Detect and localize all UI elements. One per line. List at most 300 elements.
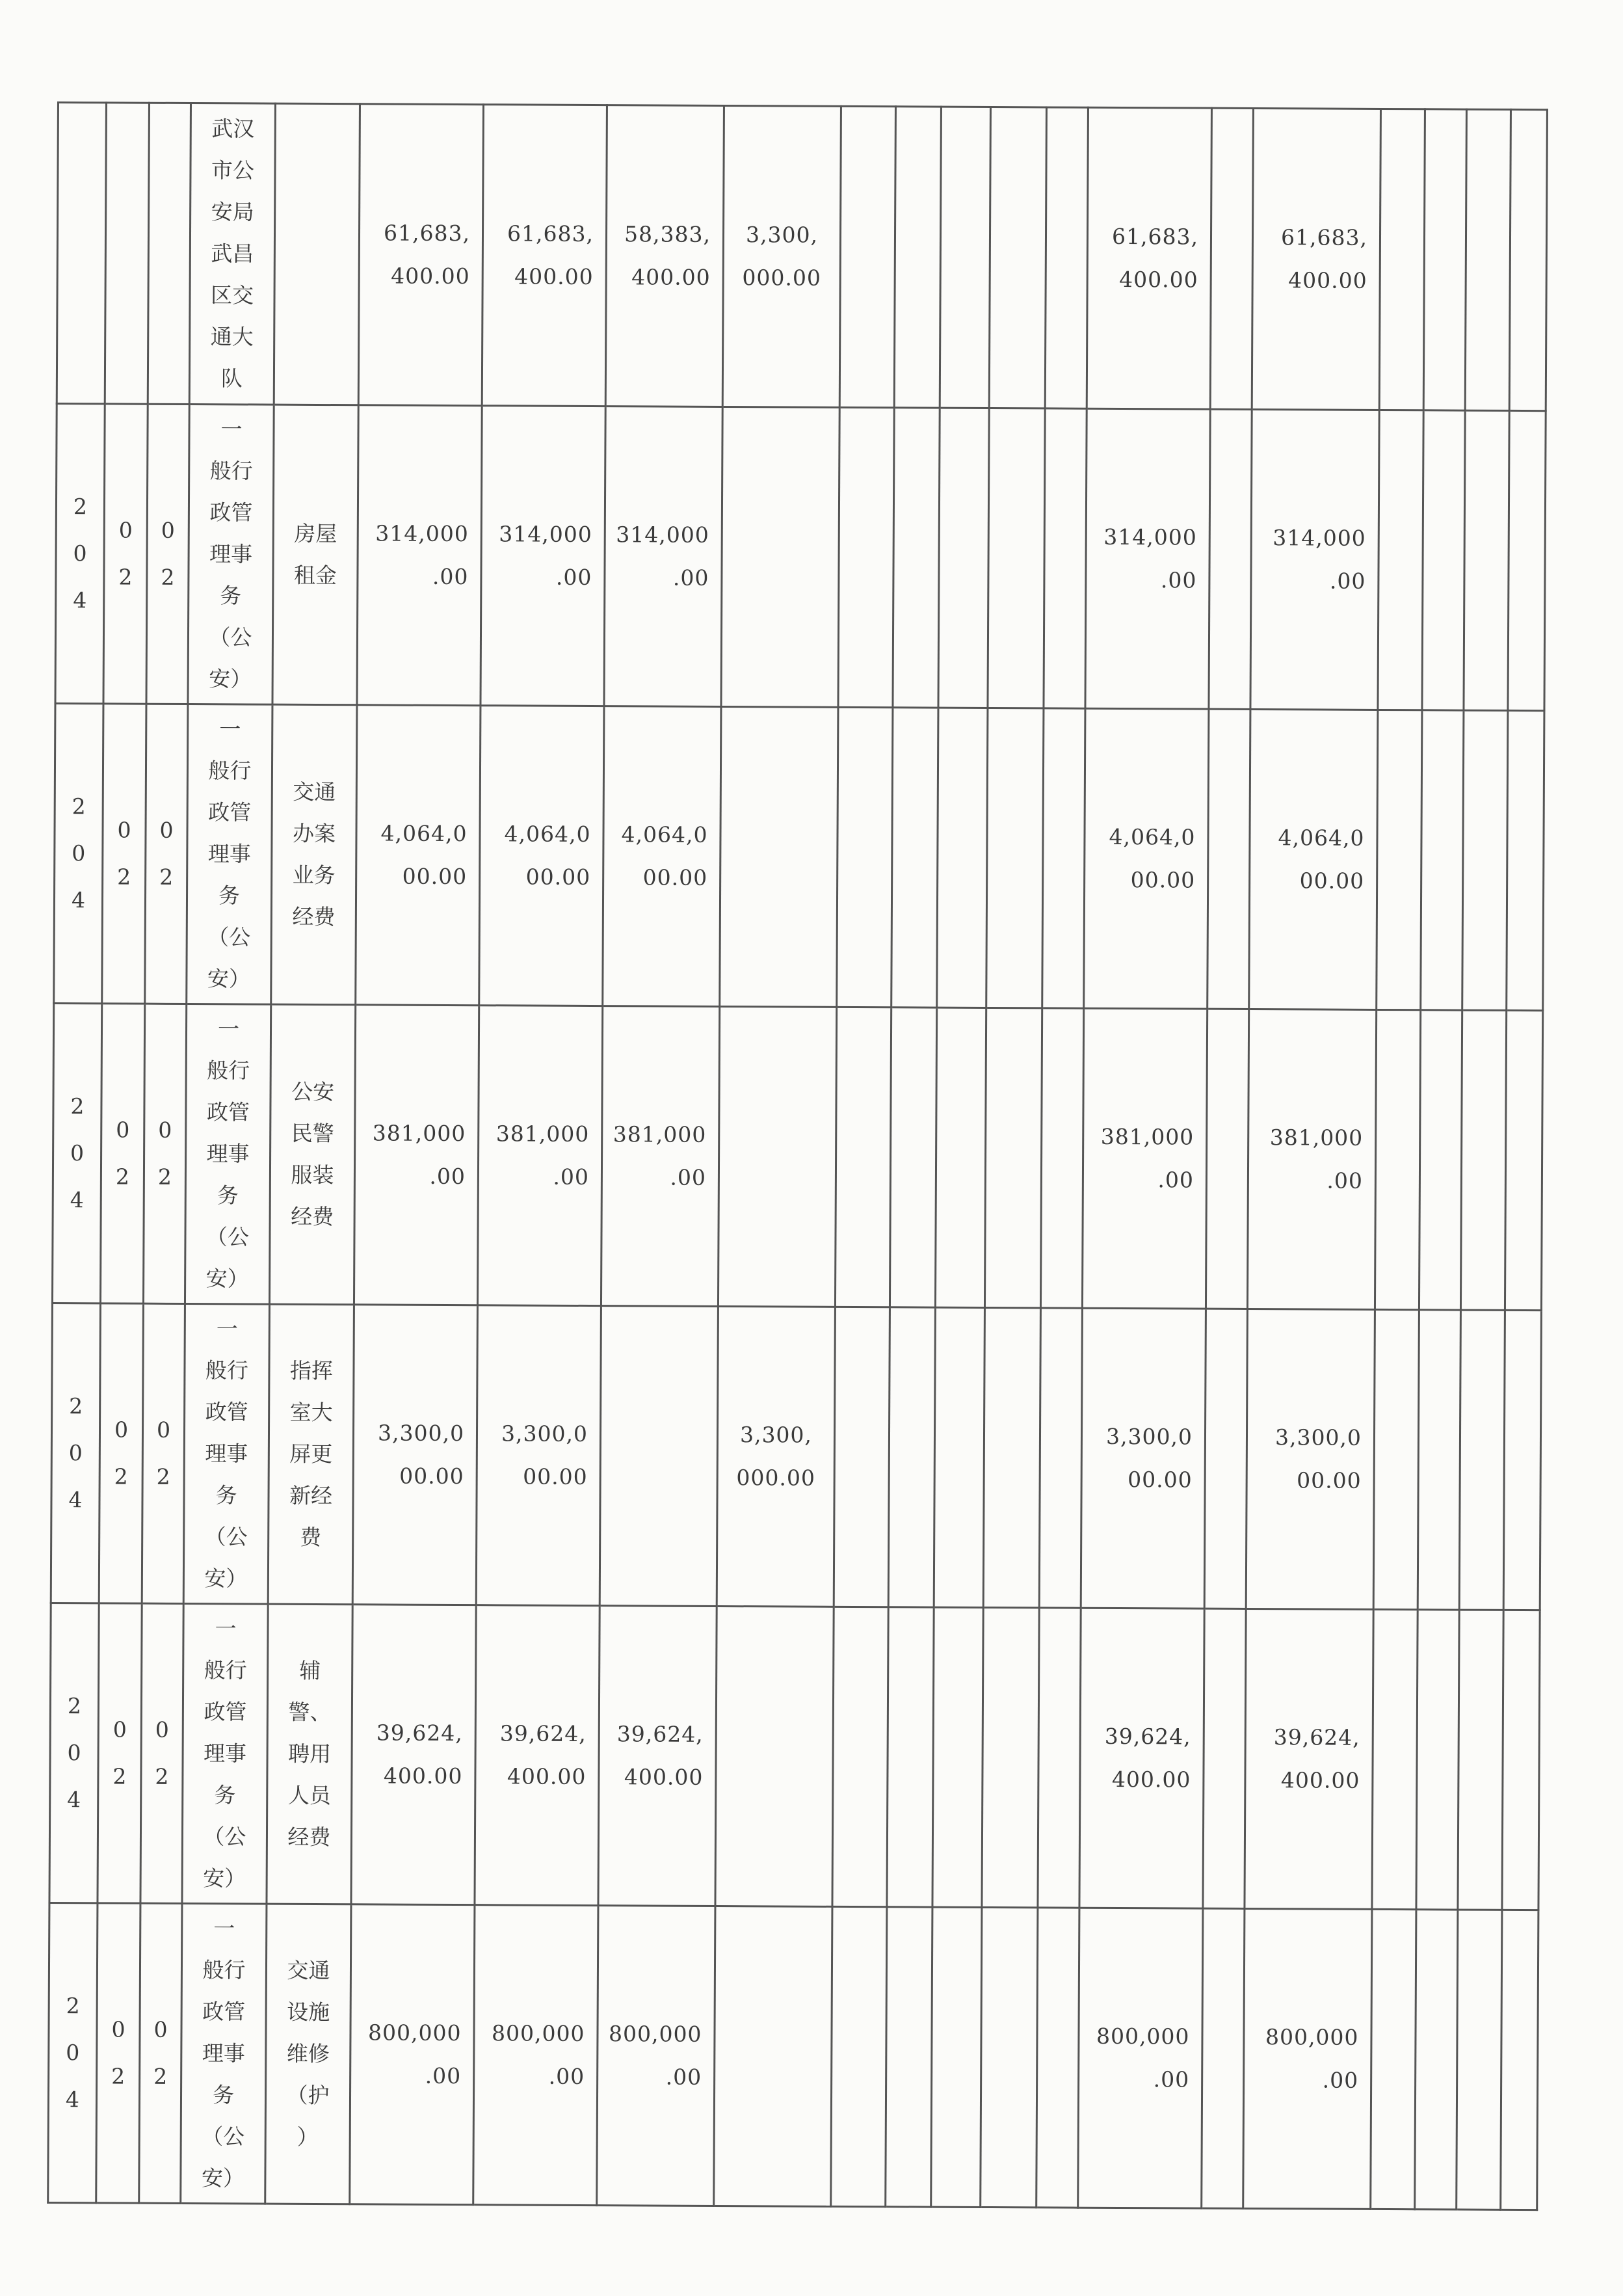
subtotal-amount-cell <box>477 1006 602 1306</box>
empty-cell <box>1421 710 1464 1010</box>
function-name-line: 务 <box>214 1782 236 1808</box>
amount-line: 00.00 <box>402 863 468 890</box>
class-code-cell: 2 0 4 <box>49 1603 99 1902</box>
amount-line: 3,300, <box>745 222 819 248</box>
empty-cell <box>1458 1610 1503 1910</box>
function-name-line: 理事 <box>203 1741 247 1767</box>
item-name-line: 公安 <box>291 1078 335 1105</box>
amount-line: 381,000 <box>1100 1123 1194 1150</box>
amount-line: 00.00 <box>1299 868 1365 894</box>
amount-line: 314,000 <box>1103 524 1197 550</box>
amount-line: 3,300,0 <box>1274 1424 1362 1450</box>
section-code-cell: 0 2 <box>103 404 148 704</box>
empty-cell <box>1040 1008 1083 1308</box>
amount-line: 400.00 <box>383 1763 463 1789</box>
function-name-line: 武昌 <box>211 241 254 267</box>
amount-line: .00 <box>429 1163 466 1190</box>
total-amount-cell <box>351 1605 476 1905</box>
general-budget-amount-cell <box>1087 107 1211 409</box>
function-name-line: 政管 <box>209 500 253 526</box>
general-budget-amount-cell <box>1078 1908 1203 2208</box>
function-name-line: 安） <box>209 666 252 692</box>
class-code-cell: 2 0 4 <box>51 1303 100 1603</box>
empty-cell <box>988 408 1045 708</box>
function-name-line: 安） <box>205 1266 249 1292</box>
item-code-cell: 0 2 <box>140 1603 183 1903</box>
general-budget-amount-cell <box>1081 1308 1206 1609</box>
class-code-cell: 2 0 4 <box>55 404 105 704</box>
function-name-line: 安） <box>204 1566 248 1592</box>
empty-cell <box>1509 109 1547 410</box>
empty-cell <box>1501 1910 1538 2209</box>
function-name-line: 通大 <box>210 324 254 350</box>
basic-expense-cell <box>601 1006 719 1307</box>
function-name-line: （公 <box>203 1824 246 1850</box>
table-row <box>57 103 1547 411</box>
amount-line: 400.00 <box>631 264 711 290</box>
function-name-line: 理事 <box>206 1141 250 1167</box>
amount-line: 400.00 <box>507 1763 587 1790</box>
general-budget-amount-cell <box>1079 1608 1204 1908</box>
function-name-line: 般行 <box>209 458 253 484</box>
empty-cell <box>1204 1309 1247 1609</box>
function-name-line: 一 <box>219 716 241 742</box>
fiscal-allocation-amount-cell <box>1249 709 1378 1009</box>
project-expense-cell <box>720 707 838 1008</box>
empty-cell <box>1202 1908 1245 2208</box>
basic-expense-cell <box>603 706 721 1007</box>
empty-cell <box>1508 410 1546 710</box>
item-name-cell <box>268 1304 354 1605</box>
item-name-line: 经费 <box>292 903 336 930</box>
amount-line: 39,624, <box>616 1721 704 1747</box>
table-row <box>55 404 1546 711</box>
amount-line: .00 <box>1160 567 1197 593</box>
amount-line: 00.00 <box>525 864 591 890</box>
item-name-line: （护 <box>286 2082 330 2109</box>
general-budget-amount-cell <box>1085 408 1210 709</box>
amount-line: 61,683, <box>507 220 594 247</box>
function-name-line: 政管 <box>206 1099 250 1125</box>
amount-line: 800,000 <box>608 2021 702 2047</box>
empty-cell <box>835 1007 891 1307</box>
function-name-line: 武汉 <box>211 116 255 142</box>
function-name-cell <box>183 1303 269 1604</box>
amount-line: 400.00 <box>1280 1767 1360 1793</box>
empty-cell <box>1418 1310 1460 1610</box>
budget-table <box>47 101 1548 2211</box>
item-name-line: 设施 <box>287 1999 330 2025</box>
amount-line: 314,000 <box>375 520 469 547</box>
subtotal-amount-cell <box>479 706 604 1006</box>
empty-cell <box>1416 1610 1459 1910</box>
table-row <box>52 1003 1542 1310</box>
function-name-line: 安） <box>207 966 251 992</box>
amount-line: 3,300,0 <box>1105 1423 1193 1450</box>
function-name-line: 理事 <box>209 541 253 567</box>
item-name-line: 交通 <box>287 1957 330 1984</box>
empty-cell <box>1036 1908 1079 2208</box>
item-name-cell <box>271 704 357 1005</box>
amount-line: 00.00 <box>1128 1467 1193 1493</box>
amount-line: 3,300,0 <box>377 1420 465 1447</box>
empty-cell <box>832 1607 888 1906</box>
amount-line <box>717 1756 832 1757</box>
item-name-line: 交通 <box>293 779 336 805</box>
empty-cell <box>1459 1310 1505 1610</box>
item-name-line: 新经 <box>289 1482 333 1509</box>
item-name-line: 业务 <box>292 862 336 888</box>
section-code-cell: 0 2 <box>102 704 146 1004</box>
empty-cell <box>1210 108 1253 409</box>
amount-line: 400.00 <box>624 1764 704 1790</box>
item-code-cell: 0 2 <box>142 1303 185 1603</box>
empty-cell <box>1423 109 1466 410</box>
function-name-line: （公 <box>204 1524 248 1550</box>
amount-line: 800,000 <box>491 2020 585 2047</box>
amount-line: .00 <box>670 1164 707 1190</box>
function-name-line: 安） <box>201 2165 244 2191</box>
basic-expense-cell <box>598 1606 717 1906</box>
empty-cell <box>1373 1309 1419 1609</box>
empty-cell <box>838 407 894 707</box>
function-name-line: 一 <box>217 1016 240 1042</box>
amount-line: 314,000 <box>1273 525 1366 551</box>
amount-line: 314,000 <box>616 522 709 548</box>
amount-line: 61,683, <box>1111 223 1199 250</box>
empty-cell <box>1505 1010 1542 1310</box>
empty-cell <box>837 707 893 1007</box>
section-code-cell: 0 2 <box>98 1603 142 1903</box>
empty-cell <box>1503 1310 1541 1610</box>
class-code-cell: 2 0 4 <box>54 703 103 1003</box>
amount-line: 800,000 <box>367 2020 462 2046</box>
empty-cell <box>839 106 895 407</box>
empty-cell <box>886 1907 932 2207</box>
section-code-cell: 0 2 <box>99 1303 143 1603</box>
item-name-line: 经费 <box>291 1203 334 1230</box>
total-amount-cell <box>352 1305 477 1605</box>
function-name-line: 般行 <box>202 1957 246 1983</box>
item-name-line: 民警 <box>291 1120 334 1147</box>
item-name-line: 室大 <box>289 1399 333 1426</box>
item-code-cell: 0 2 <box>143 1004 186 1303</box>
item-name-cell <box>274 103 360 405</box>
amount-line: .00 <box>425 2062 462 2089</box>
subtotal-amount-cell <box>473 1905 598 2206</box>
empty-cell <box>1206 1009 1248 1309</box>
item-code-cell: 0 2 <box>139 1903 182 2203</box>
item-name-cell <box>269 1004 355 1305</box>
amount-line: .00 <box>548 2063 585 2090</box>
function-name-line: 般行 <box>207 1058 250 1084</box>
empty-cell <box>1460 1010 1506 1310</box>
class-code-cell <box>57 103 106 404</box>
function-name-line: 般行 <box>204 1657 247 1683</box>
project-expense-cell <box>722 106 841 408</box>
empty-cell <box>1415 1910 1458 2209</box>
table-row <box>54 703 1544 1010</box>
amount-line: 4,064,0 <box>504 821 591 848</box>
empty-cell <box>834 1307 890 1607</box>
empty-cell <box>887 1607 934 1907</box>
amount-line: 381,000 <box>495 1121 590 1147</box>
empty-cell <box>1379 109 1425 410</box>
amount-line: 39,624, <box>1104 1723 1191 1750</box>
function-name-line: 一 <box>215 1616 237 1642</box>
empty-cell <box>891 708 938 1008</box>
amount-line: 400.00 <box>391 263 470 289</box>
empty-cell <box>1371 1909 1416 2209</box>
function-name-line: 理事 <box>205 1441 248 1467</box>
item-name-line: 服装 <box>291 1162 334 1188</box>
function-name-line: 务 <box>212 2082 235 2108</box>
amount-line: 800,000 <box>1096 2023 1190 2049</box>
empty-cell <box>888 1307 935 1607</box>
function-name-cell <box>181 1903 267 2204</box>
function-name-line: 般行 <box>208 758 252 784</box>
empty-cell <box>1464 410 1509 710</box>
amount-line: 4,064,0 <box>1109 823 1196 850</box>
function-name-line: 一 <box>220 416 243 442</box>
fiscal-allocation-amount-cell <box>1245 1609 1373 1909</box>
table-row <box>49 1603 1540 1910</box>
function-name-line: 一 <box>213 1916 235 1942</box>
empty-cell <box>1044 408 1087 708</box>
subtotal-amount-cell <box>482 105 607 407</box>
table-row <box>48 1902 1538 2209</box>
amount-line: 3,300,0 <box>501 1421 588 1447</box>
function-name-cell <box>189 103 275 405</box>
amount-line: 400.00 <box>514 263 594 290</box>
empty-cell <box>1038 1608 1081 1908</box>
empty-cell <box>981 1907 1038 2207</box>
empty-cell <box>984 1008 1042 1307</box>
function-name-line: 理事 <box>207 841 251 867</box>
total-amount-cell <box>358 104 483 406</box>
basic-expense-cell <box>600 1306 718 1607</box>
project-expense-cell <box>714 1906 832 2206</box>
amount-line <box>720 1156 835 1157</box>
function-name-line: （公 <box>205 1224 250 1250</box>
basic-expense-cell <box>605 105 724 407</box>
item-name-line: 屏更 <box>289 1441 333 1467</box>
amount-line: 00.00 <box>1297 1467 1362 1493</box>
function-name-line: 安） <box>203 1865 246 1891</box>
item-name-line: 维修 <box>286 2040 330 2067</box>
item-code-cell: 0 2 <box>146 404 189 704</box>
amount-line: 00.00 <box>1130 867 1196 893</box>
empty-cell <box>1457 1910 1502 2209</box>
amount-line: 000.00 <box>736 1465 816 1491</box>
subtotal-amount-cell <box>475 1605 600 1906</box>
amount-line: .00 <box>1329 568 1366 594</box>
function-name-line: 务 <box>220 583 242 609</box>
empty-cell <box>932 1607 983 1907</box>
fiscal-allocation-amount-cell <box>1250 409 1379 710</box>
function-name-line: （公 <box>202 2124 245 2150</box>
empty-cell <box>1502 1610 1540 1910</box>
project-expense-cell <box>718 1006 836 1307</box>
general-budget-amount-cell <box>1082 1008 1207 1309</box>
amount-line: .00 <box>1322 2067 1359 2093</box>
amount-line: 800,000 <box>1265 2024 1359 2050</box>
item-name-line: 辅 <box>299 1657 321 1684</box>
empty-cell <box>937 708 988 1008</box>
amount-line: 39,624, <box>499 1720 587 1747</box>
amount-line: .00 <box>672 565 709 591</box>
empty-cell <box>986 708 1044 1008</box>
function-name-line: 务 <box>217 1182 239 1208</box>
amount-line: 58,383, <box>624 221 711 247</box>
item-code-cell <box>148 103 191 404</box>
amount-line: 00.00 <box>399 1463 464 1489</box>
item-name-cell <box>267 1604 352 1904</box>
function-name-line: 务 <box>215 1482 237 1508</box>
function-name-line: （公 <box>207 924 251 950</box>
table-row <box>51 1303 1541 1610</box>
amount-line: .00 <box>1157 1167 1194 1193</box>
function-name-cell <box>182 1603 268 1904</box>
item-name-line: 房屋 <box>294 520 337 547</box>
function-name-line: 一 <box>216 1316 238 1342</box>
amount-line: .00 <box>665 2064 702 2090</box>
item-code-cell: 0 2 <box>145 704 188 1004</box>
function-name-line: （公 <box>209 624 252 650</box>
amount-line: .00 <box>555 564 592 591</box>
amount-line: 000.00 <box>742 265 822 291</box>
empty-cell <box>894 107 941 408</box>
empty-cell <box>935 1008 986 1307</box>
empty-cell <box>982 1607 1039 1907</box>
amount-line: 381,000 <box>1269 1125 1364 1151</box>
section-code-cell: 0 2 <box>100 1004 144 1303</box>
item-name-cell <box>272 405 358 705</box>
amount-line: 381,000 <box>613 1121 707 1147</box>
section-code-cell <box>105 103 149 404</box>
amount-line: 61,683, <box>383 220 471 247</box>
project-expense-cell <box>717 1306 835 1607</box>
total-amount-cell <box>354 1005 479 1305</box>
class-code-cell: 2 0 4 <box>48 1902 98 2202</box>
basic-expense-cell <box>604 407 722 707</box>
empty-cell <box>1203 1609 1246 1908</box>
amount-line: 00.00 <box>642 864 708 890</box>
total-amount-cell <box>350 1904 475 2205</box>
basic-expense-cell <box>597 1906 715 2206</box>
subtotal-amount-cell <box>476 1305 601 1606</box>
amount-line: 400.00 <box>1288 267 1367 293</box>
item-name-line: 聘用 <box>287 1741 332 1767</box>
empty-cell <box>938 408 989 708</box>
function-name-line: 市公 <box>211 157 255 183</box>
amount-line: .00 <box>1326 1168 1364 1194</box>
fiscal-allocation-amount-cell <box>1247 1009 1376 1309</box>
total-amount-cell <box>356 705 481 1006</box>
amount-line: .00 <box>553 1164 590 1190</box>
empty-cell <box>1207 709 1250 1009</box>
empty-cell <box>934 1307 984 1607</box>
function-name-cell <box>188 404 274 704</box>
empty-cell <box>1419 1010 1462 1310</box>
empty-cell <box>983 1307 1040 1607</box>
item-name-line: 租金 <box>293 562 337 589</box>
amount-line: 61,683, <box>1280 224 1368 250</box>
budget-table-sheet <box>47 101 1546 2203</box>
empty-cell <box>1422 410 1465 710</box>
empty-cell <box>1507 710 1544 1010</box>
amount-line: 00.00 <box>523 1463 588 1490</box>
empty-cell <box>931 1907 982 2207</box>
amount-line: 400.00 <box>1111 1766 1191 1793</box>
amount-line: 4,064,0 <box>621 821 708 848</box>
empty-cell <box>1375 1009 1420 1309</box>
amount-line: 4,064,0 <box>380 820 468 847</box>
item-name-line: 办案 <box>292 820 336 847</box>
function-name-line: 政管 <box>202 1999 246 2025</box>
empty-cell <box>1378 410 1423 710</box>
function-name-line: 安局 <box>211 199 254 225</box>
item-name-line: 警、 <box>288 1699 332 1726</box>
project-expense-cell <box>721 407 839 708</box>
amount-line: 314,000 <box>499 521 592 548</box>
empty-cell <box>1372 1609 1418 1909</box>
empty-cell <box>1039 1308 1082 1608</box>
fiscal-allocation-amount-cell <box>1246 1309 1375 1609</box>
class-code-cell: 2 0 4 <box>52 1003 101 1303</box>
function-name-cell <box>187 704 272 1004</box>
empty-cell <box>1465 109 1511 410</box>
function-name-line: 理事 <box>202 2040 245 2066</box>
amount-line: 400.00 <box>1119 266 1198 293</box>
empty-cell <box>1377 710 1422 1009</box>
amount-line: 3,300, <box>739 1422 813 1448</box>
empty-cell <box>940 107 990 408</box>
amount-line: 39,624, <box>1273 1724 1360 1750</box>
amount-line: 381,000 <box>372 1120 466 1147</box>
empty-cell <box>831 1906 887 2206</box>
function-name-cell <box>185 1004 270 1304</box>
empty-cell <box>989 107 1046 408</box>
empty-cell <box>1209 409 1252 709</box>
amount-line: 39,624, <box>376 1720 463 1746</box>
function-name-line: 队 <box>220 366 243 392</box>
amount-line <box>717 1756 832 1757</box>
amount-line: .00 <box>432 563 469 590</box>
item-name-line: 人员 <box>287 1782 331 1809</box>
item-name-line: 经费 <box>287 1824 331 1850</box>
function-name-line: 政管 <box>208 799 252 825</box>
amount-line <box>720 1156 835 1157</box>
empty-cell <box>1045 107 1088 408</box>
item-name-line: 指挥 <box>289 1357 334 1384</box>
empty-cell <box>893 408 940 708</box>
function-name-line: 政管 <box>205 1399 248 1425</box>
fiscal-allocation-amount-cell <box>1243 1908 1372 2209</box>
item-name-line: ） <box>297 2124 319 2150</box>
amount-line: 4,064,0 <box>1278 825 1365 851</box>
function-name-line: 务 <box>218 883 241 909</box>
total-amount-cell <box>357 405 482 706</box>
section-code-cell: 0 2 <box>96 1903 140 2203</box>
function-name-line: 般行 <box>205 1357 249 1383</box>
amount-line <box>715 2056 830 2057</box>
amount-line: .00 <box>1153 2066 1190 2092</box>
subtotal-amount-cell <box>481 406 605 706</box>
empty-cell <box>1462 710 1508 1010</box>
empty-cell <box>1042 708 1085 1008</box>
amount-line <box>715 2056 830 2057</box>
